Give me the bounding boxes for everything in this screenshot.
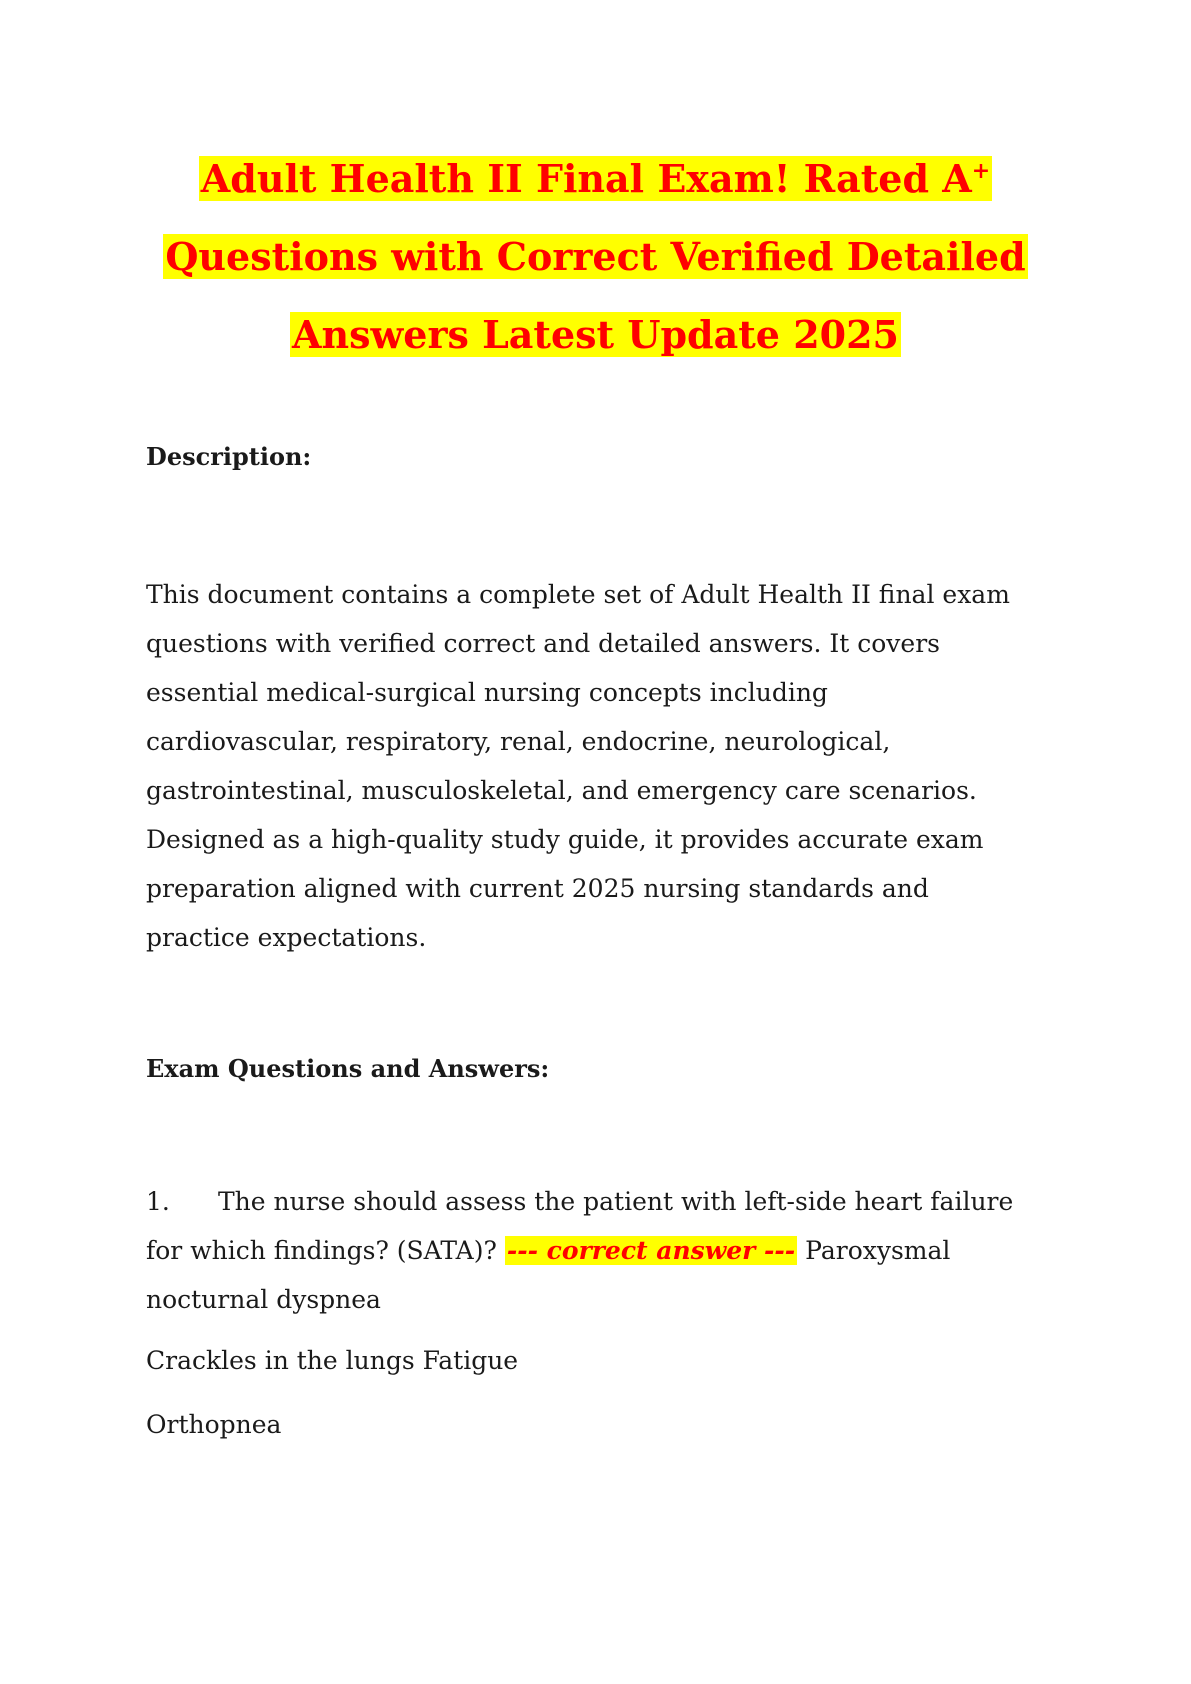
description-paragraph (146, 570, 1066, 962)
description-line: preparation aligned with current 2025 nursing standards and (146, 874, 929, 903)
question-number: 1. (146, 1187, 170, 1216)
description-heading: Description: (146, 442, 312, 471)
document-title (120, 140, 1071, 374)
question-1-line-1: 1. The nurse should assess the patient with left-side heart failure (146, 1177, 1066, 1226)
answer-option: Orthopnea (146, 1410, 282, 1439)
description-line: gastrointestinal, musculoskeletal, and emergency care scenarios. (146, 776, 977, 805)
question-1-line-2: for which findings? (SATA)? --- correct answer --- Paroxysmal (146, 1236, 951, 1265)
correct-answer-flag: --- correct answer --- (506, 1236, 796, 1265)
title-line-1: Adult Health II Final Exam! Rated A+ (200, 156, 991, 201)
description-line: questions with verified correct and detailed answers. It covers (146, 629, 940, 658)
question-1 (146, 1177, 1066, 1324)
description-line: essential medical-surgical nursing concepts including (146, 678, 828, 707)
question-1-line-3: nocturnal dyspnea (146, 1285, 381, 1314)
description-line: practice expectations. (146, 923, 427, 952)
description-line: This document contains a complete set of Adult Health II final exam (146, 580, 1010, 609)
title-line-3: Answers Latest Update 2025 (292, 312, 899, 357)
exam-heading: Exam Questions and Answers: (146, 1054, 550, 1083)
description-line: cardiovascular, respiratory, renal, endocrine, neurological, (146, 727, 891, 756)
title-line-2: Questions with Correct Verified Detailed (165, 234, 1026, 279)
answer-option: Crackles in the lungs Fatigue (146, 1346, 519, 1375)
description-line: Designed as a high-quality study guide, it provides accurate exam (146, 825, 984, 854)
